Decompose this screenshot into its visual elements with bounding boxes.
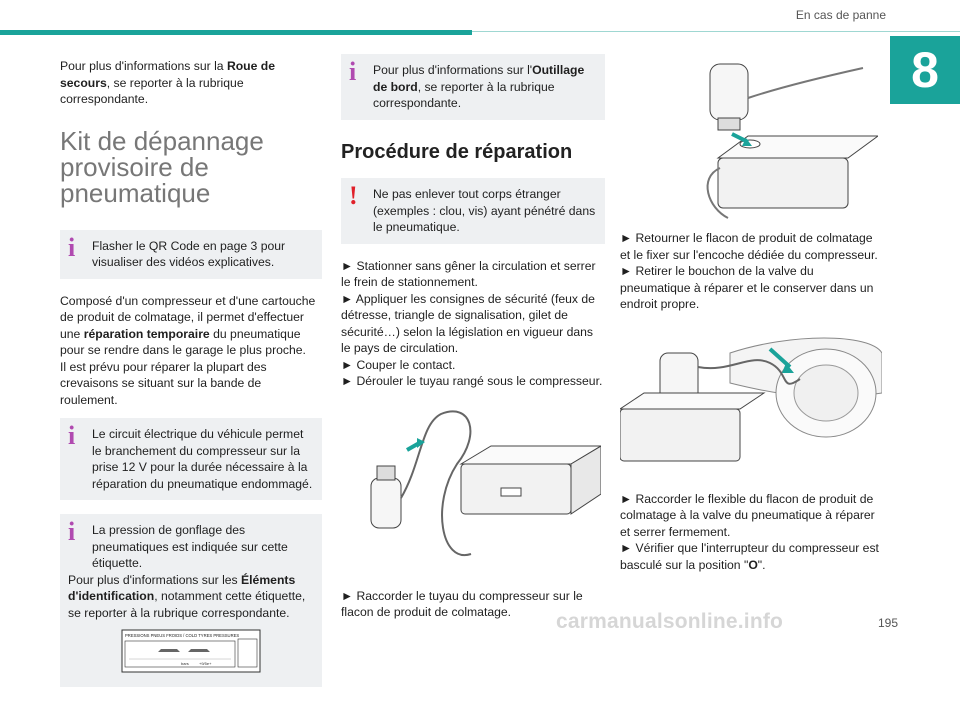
step-park: ► Stationner sans gêner la circulation et serrer le frein de stationnement. xyxy=(341,258,596,289)
tyre-pressure-label-image xyxy=(121,629,261,673)
kit-description: Composé d'un compresseur et d'une cartouche de produit de colmatage, il permet d'effectuer une réparation temporaire du pneumatique pour se rendre dans le garage le plus proche. xyxy=(60,293,316,357)
tools-info-box: i Pour plus d'informations sur l'Outillage de bord, se reporter à la rubrique correspondante. xyxy=(341,54,605,120)
step-remove-cap: ► Retirer le bouchon de la valve du pneumatique à réparer et le conserver dans un endroit propre. xyxy=(620,264,874,311)
step-unroll-hose: ► Dérouler le tuyau rangé sous le compresseur. xyxy=(341,374,603,388)
section-title: En cas de panne xyxy=(795,8,886,22)
svg-text:+9/5e+: +9/5e+ xyxy=(199,661,212,666)
step-ignition: ► Couper le contact. xyxy=(341,357,456,372)
warning-box: ! Ne pas enlever tout corps étranger (exemples : clou, vis) ayant pénétré dans le pneumatique. xyxy=(341,178,605,244)
header-accent-bar xyxy=(0,30,472,35)
page-title: Kit de dépannage provisoire de pneumatique xyxy=(60,125,264,208)
page-number: 195 xyxy=(877,616,898,630)
info-icon: i xyxy=(68,421,76,450)
step-connect-valve: ► Raccorder le flexible du flacon de produit de colmatage à la valve du pneumatique à réparer et serrer fermement. xyxy=(620,491,875,539)
column-3 xyxy=(620,230,882,573)
chapter-number-tab[interactable]: 8 xyxy=(890,36,960,104)
step-connect-hose: ► Raccorder le tuyau du compresseur sur le flacon de produit de colmatage. xyxy=(341,588,583,619)
procedure-heading: Procédure de réparation xyxy=(341,140,573,163)
info-icon: i xyxy=(68,232,76,262)
column-2 xyxy=(341,54,605,621)
step-safety: ► Appliquer les consignes de sécurité (feux de détresse, triangle de signalisation, gilet de sécurité…) selon la législation en vigueur dans le pays de circulation. xyxy=(341,291,595,355)
identification-reference: Pour plus d'informations sur les Éléments d'identification, notamment cette étiquette, se reporter à la rubrique correspondante. xyxy=(68,572,306,620)
valve-connection-illustration xyxy=(620,323,882,483)
step-check-switch: ► Vérifier que l'interrupteur du compresseur est basculé sur la position "O". xyxy=(620,541,879,572)
svg-text:bars: bars xyxy=(181,661,189,666)
kit-usage: Il est prévu pour réparer la plupart des crevaisons se situant sur la bande de roulement. xyxy=(60,359,267,407)
watermark: carmanualsonline.info xyxy=(556,610,784,633)
qr-info-box: i Flasher le QR Code en page 3 pour visualiser des vidéos explicatives. xyxy=(60,230,322,279)
spare-wheel-reference: Pour plus d'informations sur la Roue de secours, se reporter à la rubrique correspondante. xyxy=(60,59,276,106)
svg-text:PRESSIONS PNEUS FROIDS / COLD: PRESSIONS PNEUS FROIDS / COLD TYRES PRESSURES xyxy=(125,633,240,638)
compressor-hose-illustration xyxy=(361,404,601,574)
info-icon: i xyxy=(68,517,76,546)
electric-info-box: i Le circuit électrique du véhicule permet le branchement du compresseur sur la prise 12 V pour la durée nécessaire à la réparation du pneumatique endommagé. xyxy=(60,418,322,500)
info-icon: i xyxy=(349,57,357,86)
bottle-compressor-illustration xyxy=(688,58,878,222)
pressure-info-box: i La pression de gonflage des pneumatiques est indiquée sur cette étiquette. Pour plus d'informations sur les Éléments d'identification, notamment cette étiquette, se reporter à la rubrique correspondante. PRESSIONS PNEUS FROIDS / COLD TYRES PRESSURES bars +9/5e+ xyxy=(60,514,322,687)
header-rule xyxy=(472,31,960,32)
column-1 xyxy=(60,58,322,701)
warning-icon: ! xyxy=(349,181,358,210)
step-turn-bottle: ► Retourner le flacon de produit de colmatage et le fixer sur l'encoche dédiée du compresseur. xyxy=(620,231,878,262)
